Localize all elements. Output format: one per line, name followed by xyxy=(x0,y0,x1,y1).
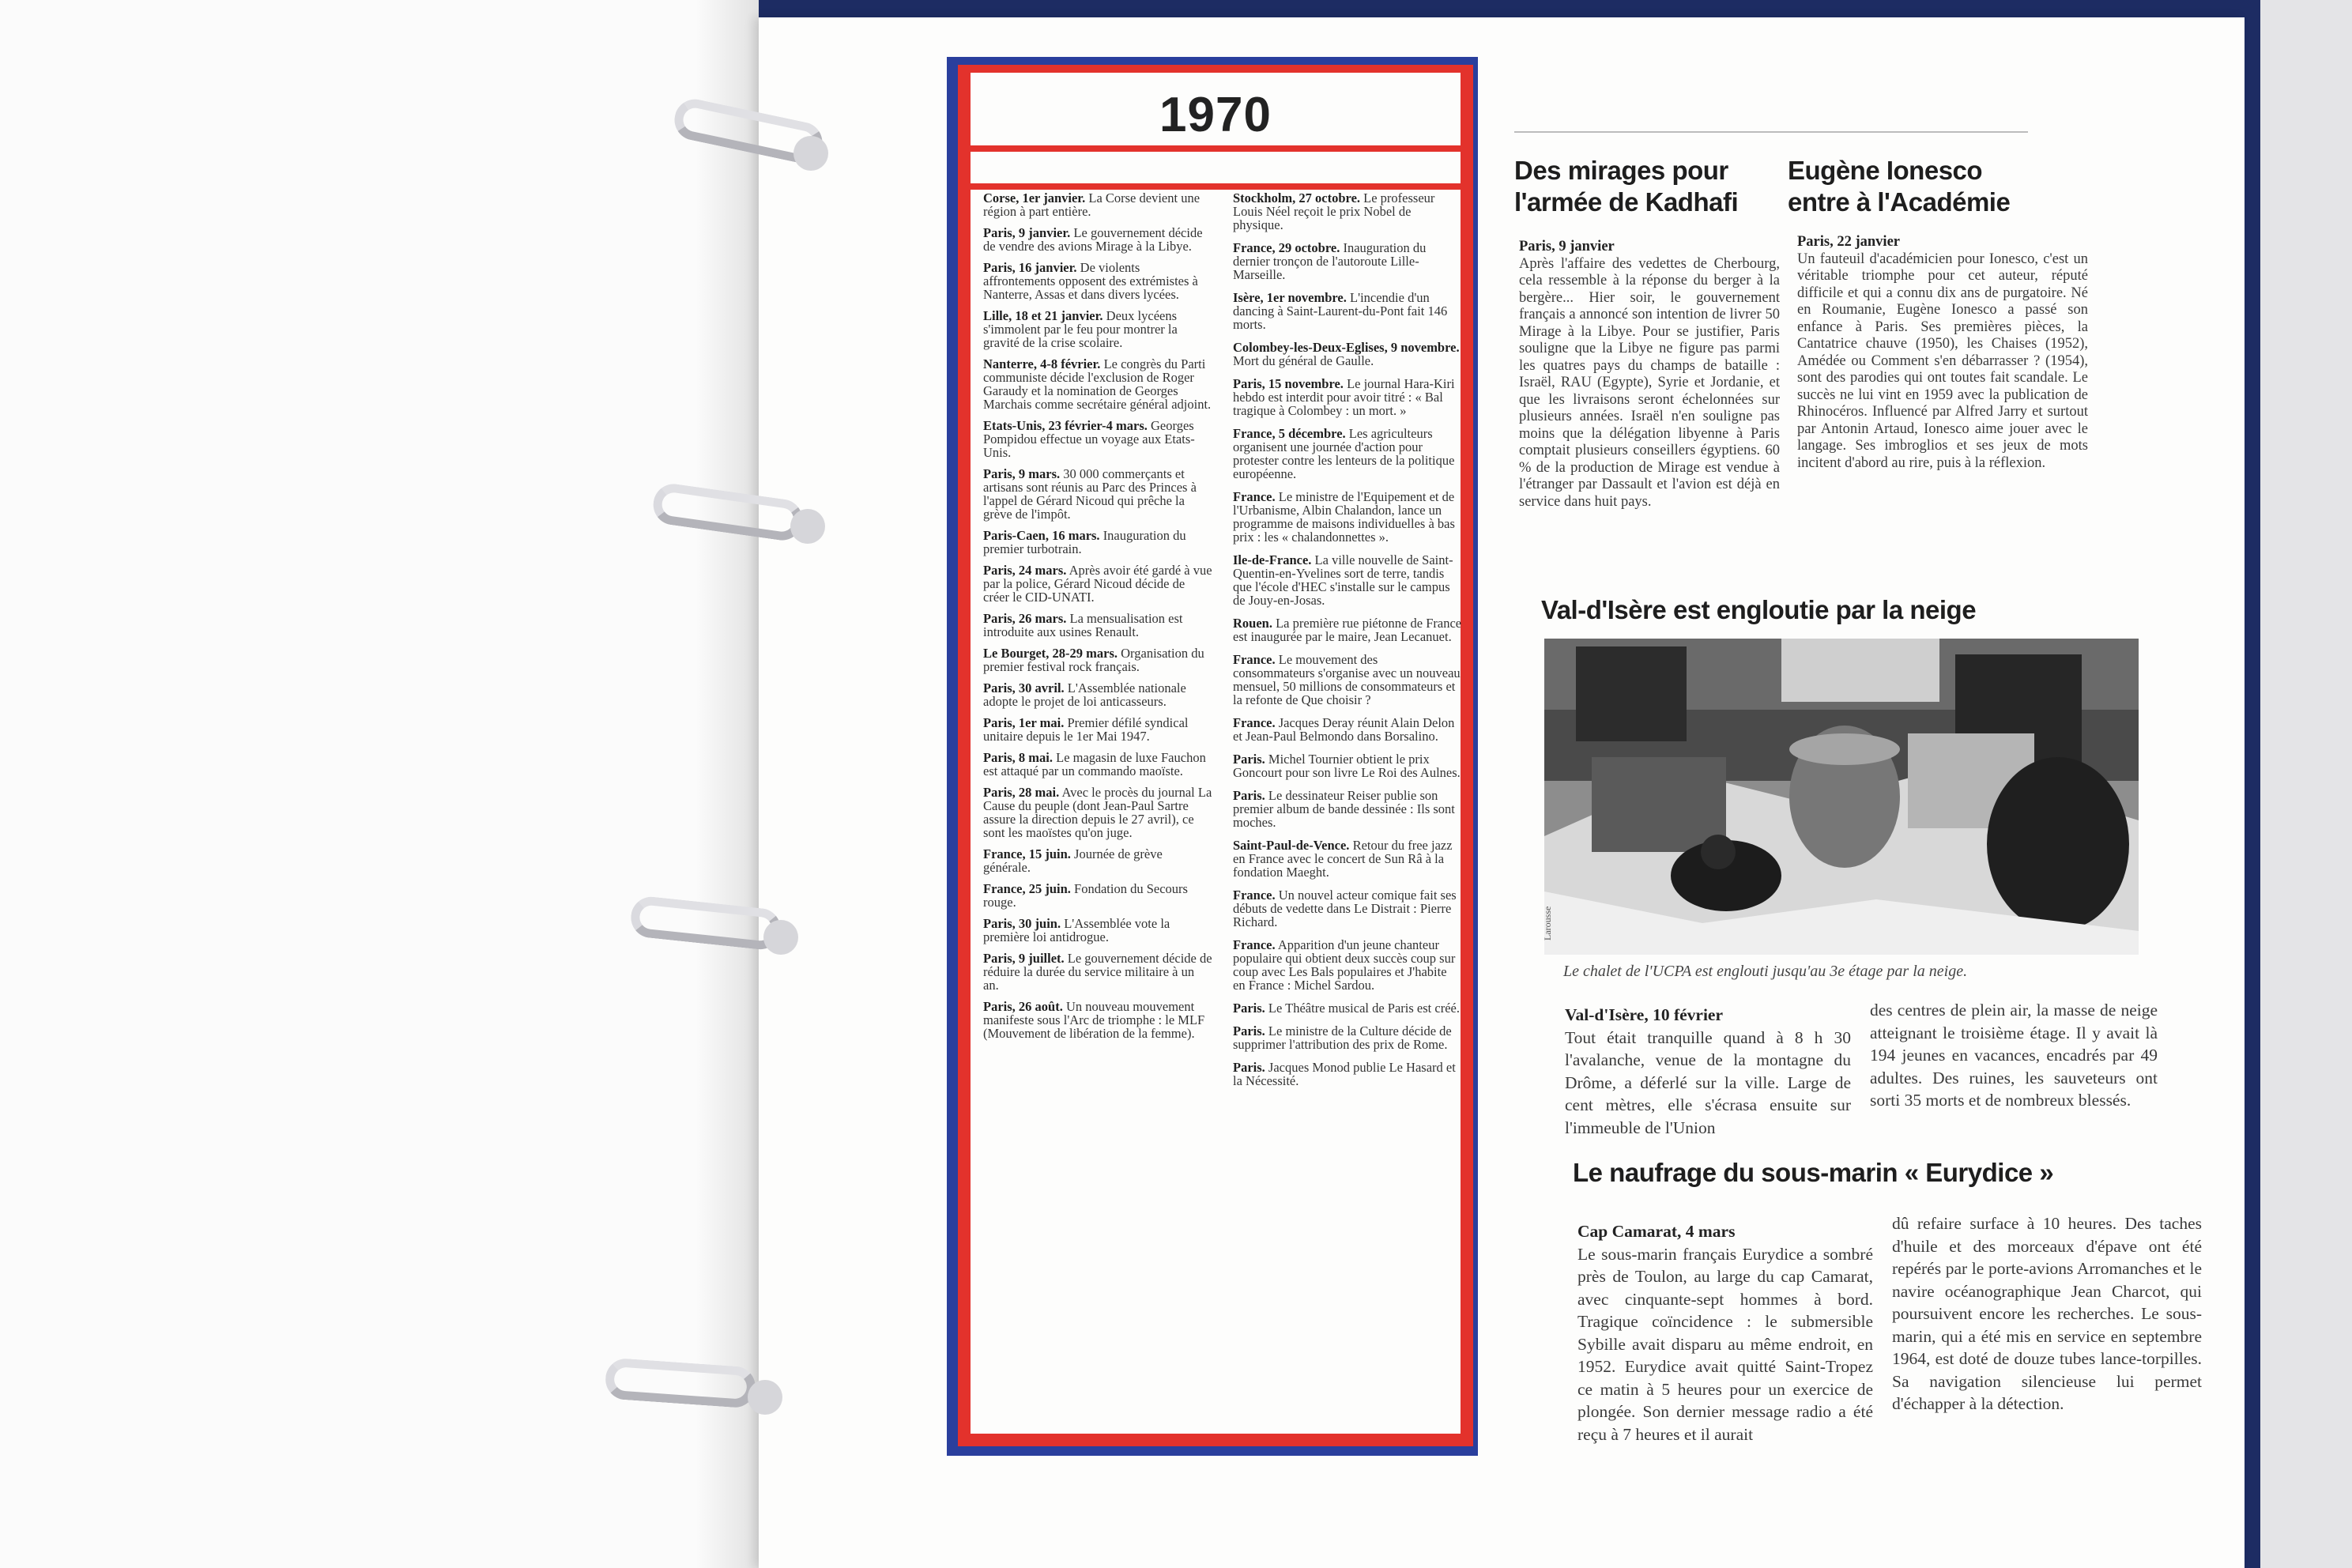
entry-text: Organisation du premier festival rock français. xyxy=(983,646,1204,674)
left-blank-page xyxy=(0,0,759,1568)
timeline-entry xyxy=(1233,191,1462,232)
entry-date: Corse, 1er janvier. xyxy=(983,190,1086,205)
entry-text: Le dessinateur Reiser publie son premier album de bande dessinée : Ils sont moches. xyxy=(1233,788,1455,830)
entry-date: Paris. xyxy=(1233,1023,1265,1038)
timeline-entry xyxy=(983,357,1212,411)
entry-date: Paris, 30 juin. xyxy=(983,916,1061,931)
entry-text: Jacques Deray réunit Alain Delon et Jean-Paul Belmondo dans Borsalino. xyxy=(1233,715,1455,744)
entry-date: France. xyxy=(1233,888,1276,903)
entry-date: Paris. xyxy=(1233,1060,1265,1075)
entry-date: Lille, 18 et 21 janvier. xyxy=(983,308,1103,323)
entry-text: Georges Pompidou effectue un voyage aux Etats-Unis. xyxy=(983,418,1195,460)
entry-text: La Corse devient une région à part entière. xyxy=(983,190,1200,219)
timeline-entry xyxy=(1233,341,1462,368)
dateline: Val-d'Isère, 10 février xyxy=(1565,1005,1724,1024)
timeline-entry xyxy=(1233,553,1462,607)
entry-date: Paris. xyxy=(1233,752,1265,767)
timeline-entry xyxy=(983,716,1212,743)
entry-date: Paris, 9 juillet. xyxy=(983,951,1065,966)
entry-text: La ville nouvelle de Saint-Quentin-en-Yvelines sort de terre, tandis que l'école d'HEC s'installe sur le campus de Jouy-en-Josas. xyxy=(1233,552,1453,608)
headline-eurydice: Le naufrage du sous-marin « Eurydice » xyxy=(1573,1158,2054,1187)
entry-date: Paris, 9 mars. xyxy=(983,466,1061,481)
article-body: Un fauteuil d'académicien pour Ionesco, c'est un véritable triomphe pour cet auteur, réputé difficile et qui a connu dix ans de purgatoire. Né en Roumanie, Eugène Ionesco a passé son enfance à Paris. Ses premières pièces, la Cantatrice chauve (1950), les Chaises (1952), Amédée ou Comment s'en débarrasser ? (1954), sont des parodies qui ont toutes fait scandale. Le succès ne lui vint en 1959 avec la publication de Rhinocéros. Influencé par Alfred Jarry et surtout par Antonin Artaud, Ionesco aime jouer avec le langage. Ses imbroglios et ses jeux de mots incitent d'abord au rire, puis à la réflexion. xyxy=(1797,251,2088,471)
timeline-entry xyxy=(983,681,1212,708)
entry-text: Retour du free jazz en France avec le concert de Sun Râ à la fondation Maeght. xyxy=(1233,838,1453,880)
red-rule xyxy=(971,183,1461,190)
article-mirages xyxy=(1519,239,1780,511)
article-eurydice-left xyxy=(1577,1220,1873,1446)
entry-text: Le mouvement des consommateurs s'organise avec un nouveau mensuel, 50 millions de consommateurs et la refonte de Que choisir ? xyxy=(1233,652,1461,707)
entry-date: France, 15 juin. xyxy=(983,846,1071,861)
entry-date: Paris, 15 novembre. xyxy=(1233,376,1344,391)
article-body: Tout était tranquille quand à 8 h 30 l'avalanche, venue de la montagne du Drôme, a déferlé sur la ville. Large de cent mètres, elle s'écrasa ensuite sur l'immeuble de l'Union xyxy=(1565,1027,1851,1137)
entry-date: Paris, 9 janvier. xyxy=(983,225,1071,240)
entry-text: La mensualisation est introduite aux usines Renault. xyxy=(983,611,1183,639)
article-body: Après l'affaire des vedettes de Cherbourg, cela ressemble à la réponse du berger à la bergère... Hier soir, le gouvernement français a annoncé son intention de livrer 50 Mirage à la Libye. Pour se justifier, Paris souligne que la Libye ne figure pas parmi les quatres pays du champs de bataille : Israël, RAU (Egypte), Syrie et Jordanie, et que les livraisons seront échelonnées sur plusieurs années. Israël n'en souligne pas moins que la délégation libyenne à Paris comptait plusieurs conseillers égyptiens. 60 % de la production de Mirage est vendue à l'étranger par Dassault et l'avion est déjà en service dans huit pays. xyxy=(1519,255,1780,510)
punch-hole xyxy=(793,136,828,171)
entry-date: Colombey-les-Deux-Eglises, 9 novembre. xyxy=(1233,340,1460,355)
entry-text: Le gouvernement décide de réduire la durée du service militaire à un an. xyxy=(983,951,1212,993)
article-valdisere-left xyxy=(1565,1004,1851,1139)
photo-caption: Le chalet de l'UCPA est englouti jusqu'au 3e étage par la neige. xyxy=(1563,963,1968,980)
entry-text: Le congrès du Parti communiste décide l'exclusion de Roger Garaudy et la nomination de Georges Marchais comme secrétaire général adjoint. xyxy=(983,356,1212,412)
entry-date: France. xyxy=(1233,489,1276,504)
top-rule xyxy=(1514,131,2028,133)
punch-hole xyxy=(763,920,798,955)
timeline-entry xyxy=(1233,752,1462,779)
article-body: dû refaire surface à 10 heures. Des taches d'huile et des morceaux d'épave ont été repérés par le porte-avions Arromanches et le navire océanographique Jean Charcot, qui poursuivent encore les recherches. Le sous-marin, qui a été mis en service en septembre 1964, est doté de douze tubes lance-torpilles. Sa navigation silencieuse lui permet d'échapper à la détection. xyxy=(1892,1214,2202,1413)
timeline-year: 1970 xyxy=(1159,88,1272,142)
timeline-entry xyxy=(1233,938,1462,992)
entry-date: Paris-Caen, 16 mars. xyxy=(983,528,1100,543)
article-body: Le sous-marin français Eurydice a sombré près de Toulon, au large du cap Camarat, avec cinquante-sept hommes à bord. Tragique coïncidence : le submersible Sybille avait disparu au même endroit, en 1952. Eurydice avait quitté Saint-Tropez ce matin à 5 heures pour un exercice de plongée. Son dernier message radio a été reçu à 7 heures et il aurait xyxy=(1577,1244,1873,1444)
entry-text: L'Assemblée vote la première loi antidrogue. xyxy=(983,916,1170,944)
entry-date: Ile-de-France. xyxy=(1233,552,1312,567)
entry-text: Après avoir été gardé à vue par la police, Gérard Nicoud décide de créer le CID-UNATI. xyxy=(983,563,1212,605)
headline-valdisere: Val-d'Isère est engloutie par la neige xyxy=(1541,595,1977,624)
timeline-entry xyxy=(983,529,1212,556)
timeline-entry xyxy=(983,1000,1212,1040)
entry-date: Etats-Unis, 23 février-4 mars. xyxy=(983,418,1148,433)
timeline-entry xyxy=(983,467,1212,521)
entry-date: Paris, 16 janvier. xyxy=(983,260,1077,275)
photo-credit: Larousse xyxy=(1542,906,1553,940)
timeline-entry xyxy=(983,564,1212,604)
entry-text: Avec le procès du journal La Cause du peuple (dont Jean-Paul Sartre assure la direction depuis le 27 avril), ce sont les maoïstes qu'on juge. xyxy=(983,785,1212,840)
red-rule xyxy=(971,145,1461,152)
entry-text: La première rue piétonne de France est inaugurée par le maire, Jean Lecanuet. xyxy=(1233,616,1462,644)
timeline-entry xyxy=(1233,291,1462,331)
entry-date: Paris. xyxy=(1233,1001,1265,1016)
timeline-entry xyxy=(1233,1024,1462,1051)
timeline-entry xyxy=(983,786,1212,839)
entry-text: Le magasin de luxe Fauchon est attaqué par un commando maoïste. xyxy=(983,750,1206,778)
timeline-entry xyxy=(983,646,1212,673)
timeline-entry xyxy=(983,226,1212,253)
timeline-entry xyxy=(1233,377,1462,417)
entry-date: France. xyxy=(1233,652,1276,667)
timeline-entry xyxy=(1233,653,1462,707)
timeline-entry xyxy=(1233,1061,1462,1087)
entry-date: Paris, 1er mai. xyxy=(983,715,1065,730)
entry-date: Paris, 24 mars. xyxy=(983,563,1067,578)
entry-text: L'Assemblée nationale adopte le projet de loi anticasseurs. xyxy=(983,680,1186,709)
entry-date: France, 5 décembre. xyxy=(1233,426,1346,441)
entry-text: Apparition d'un jeune chanteur populaire qui obtient deux succès coup sur coup avec Les Bals populaires et J'habite en France : Michel Sardou. xyxy=(1233,937,1456,993)
timeline-column-right xyxy=(1233,191,1462,1424)
timeline-entry xyxy=(983,882,1212,909)
entry-date: Isère, 1er novembre. xyxy=(1233,290,1347,305)
entry-date: Paris. xyxy=(1233,788,1265,803)
entry-text: Un nouveau mouvement manifeste sous l'Arc de triomphe : le MLF (Mouvement de libération de la femme). xyxy=(983,999,1205,1041)
entry-date: Paris, 26 août. xyxy=(983,999,1063,1014)
entry-text: Le professeur Louis Néel reçoit le prix Nobel de physique. xyxy=(1233,190,1435,232)
entry-text: L'incendie d'un dancing à Saint-Laurent-du-Pont fait 146 morts. xyxy=(1233,290,1448,332)
timeline-entry xyxy=(1233,888,1462,929)
entry-text: Le ministre de l'Equipement et de l'Urbanisme, Albin Chalandon, lance un programme de maisons individuelles à bas prix : les « chalandonnettes ». xyxy=(1233,489,1455,545)
timeline-entry xyxy=(983,419,1212,459)
entry-date: France, 29 octobre. xyxy=(1233,240,1340,255)
entry-text: Le gouvernement décide de vendre des avions Mirage à la Libye. xyxy=(983,225,1203,254)
timeline-entry xyxy=(1233,241,1462,281)
entry-date: Rouen. xyxy=(1233,616,1272,631)
headline-ionesco: Eugène Ionesco entre à l'Académie xyxy=(1788,156,2011,217)
timeline-entry xyxy=(1233,716,1462,743)
entry-text: Jacques Monod publie Le Hasard et la Nécessité. xyxy=(1233,1060,1456,1088)
entry-date: Paris, 8 mai. xyxy=(983,750,1053,765)
article-valdisere-right xyxy=(1870,999,2158,1112)
punch-hole xyxy=(748,1380,782,1415)
page-gutter-shadow xyxy=(695,0,759,1568)
entry-date: France. xyxy=(1233,937,1276,952)
timeline-entry xyxy=(1233,839,1462,879)
timeline-entry xyxy=(983,191,1212,218)
entry-text: Journée de grève générale. xyxy=(983,846,1163,875)
entry-date: Stockholm, 27 octobre. xyxy=(1233,190,1361,205)
timeline-entry xyxy=(1233,490,1462,544)
entry-text: De violents affrontements opposent des extrémistes à Nanterre, Assas et dans divers lycées. xyxy=(983,260,1198,302)
entry-date: Nanterre, 4-8 février. xyxy=(983,356,1101,371)
entry-text: 30 000 commerçants et artisans sont réunis au Parc des Princes à l'appel de Gérard Nicoud qui prêche la grève de l'impôt. xyxy=(983,466,1197,522)
entry-date: Paris, 30 avril. xyxy=(983,680,1065,695)
entry-text: Michel Tournier obtient le prix Goncourt pour son livre Le Roi des Aulnes. xyxy=(1233,752,1461,780)
article-ionesco xyxy=(1797,234,2088,472)
entry-text: Fondation du Secours rouge. xyxy=(983,881,1188,910)
entry-text: Le ministre de la Culture décide de supprimer l'attribution des prix de Rome. xyxy=(1233,1023,1452,1052)
entry-text: Inauguration du dernier tronçon de l'autoroute Lille-Marseille. xyxy=(1233,240,1427,282)
entry-text: Le journal Hara-Kiri hebdo est interdit pour avoir titré : « Bal tragique à Colombey : un mort. » xyxy=(1233,376,1455,418)
headline-mirages: Des mirages pour l'armée de Kadhafi xyxy=(1514,156,1739,217)
timeline-entry xyxy=(1233,789,1462,829)
punch-hole xyxy=(790,509,825,544)
timeline-entry xyxy=(983,751,1212,778)
dateline: Paris, 22 janvier xyxy=(1797,234,1900,250)
timeline-entry xyxy=(983,261,1212,301)
photo-illustration xyxy=(1544,639,2139,955)
entry-text: Mort du général de Gaulle. xyxy=(1233,353,1374,368)
timeline-entry xyxy=(1233,1001,1462,1015)
timeline-entry xyxy=(983,612,1212,639)
timeline-entry xyxy=(983,309,1212,349)
article-eurydice-right xyxy=(1892,1212,2202,1415)
entry-text: Les agriculteurs organisent une journée d'action pour protester contre les lenteurs de la politique européenne. xyxy=(1233,426,1455,481)
timeline-entry xyxy=(983,917,1212,944)
entry-text: Premier défilé syndical unitaire depuis le 1er Mai 1947. xyxy=(983,715,1189,744)
year-band xyxy=(971,73,1461,145)
entry-text: Un nouvel acteur comique fait ses débuts de vedette dans Le Distrait : Pierre Richard. xyxy=(1233,888,1457,929)
dateline: Paris, 9 janvier xyxy=(1519,239,1615,254)
timeline-entry xyxy=(1233,427,1462,481)
dateline: Cap Camarat, 4 mars xyxy=(1577,1222,1736,1241)
timeline-entry xyxy=(983,952,1212,992)
timeline-entry xyxy=(983,847,1212,874)
entry-text: Inauguration du premier turbotrain. xyxy=(983,528,1186,556)
entry-date: Paris, 26 mars. xyxy=(983,611,1067,626)
article-body: des centres de plein air, la masse de neige atteignant le troisième étage. Il y avait là 194 jeunes en vacances, encadrés par 49 adultes. Des ruines, les sauveteurs ont sorti 35 morts et de nombreux blessés. xyxy=(1870,1001,2158,1110)
entry-date: Saint-Paul-de-Vence. xyxy=(1233,838,1350,853)
timeline-column-left xyxy=(983,191,1212,1424)
entry-text: Le Théâtre musical de Paris est créé. xyxy=(1268,1001,1460,1016)
entry-date: France. xyxy=(1233,715,1276,730)
entry-date: Paris, 28 mai. xyxy=(983,785,1060,800)
entry-date: France, 25 juin. xyxy=(983,881,1071,896)
avalanche-photo xyxy=(1544,639,2139,955)
entry-date: Le Bourget, 28-29 mars. xyxy=(983,646,1118,661)
binder-edge xyxy=(2260,0,2352,1568)
entry-text: Deux lycéens s'immolent par le feu pour montrer la gravité de la crise scolaire. xyxy=(983,308,1178,350)
timeline-entry xyxy=(1233,616,1462,643)
